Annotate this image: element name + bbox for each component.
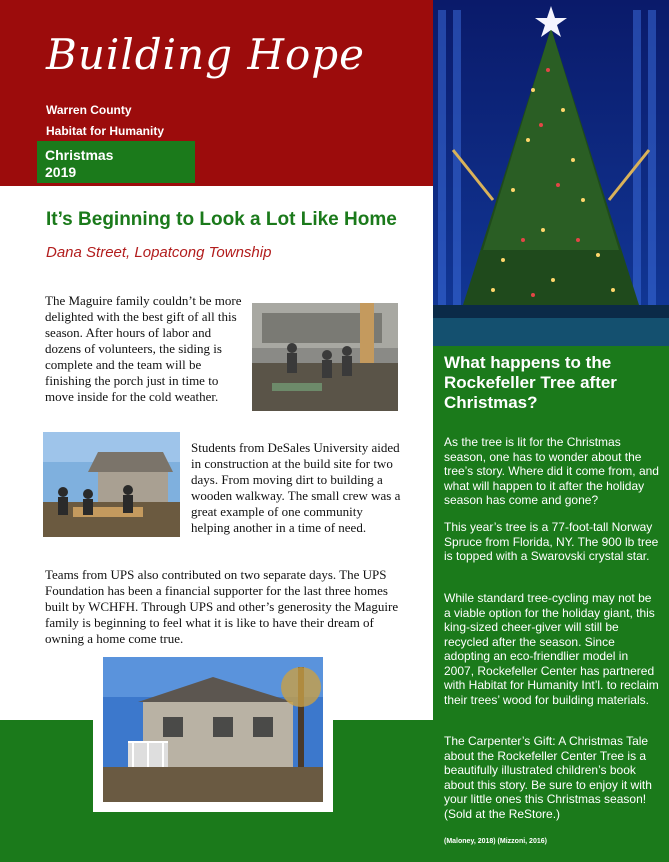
org-name-line2: Habitat for Humanity [46,124,165,138]
article-paragraph: Students from DeSales University aided in construction at the build site for two days. From moving dirt to building a wooden walkway. The small crew was a great example of one community helping another in a time of need. [191,440,401,535]
sidebar-paragraph: The Carpenter’s Gift: A Christmas Tale about the Rockefeller Center Tree is a beautifully illustrated children’s book about this story. Be sure to enjoy it with your little ones this Christmas season! (Sold at the ReStore.) [444,734,652,821]
article-paragraph: The Maguire family couldn’t be more delighted with the best gift of all this season. After hours of labor and dozens of volunteers, the siding is complete and the team will be finishing the porch just in time to move inside for the cold weather. [45,293,242,404]
sidebar-paragraph: This year’s tree is a 77-foot-tall Norway Spruce from Florida, NY. The 900 lb tree is topped with a Swarovski crystal star. [444,520,659,563]
issue-year: 2019 [45,164,77,180]
house-photo [103,657,323,802]
article-title: It’s Beginning to Look a Lot Like Home [46,209,397,230]
sidebar-heading: What happens to the Rockefeller Tree after Christmas? [444,353,617,412]
newsletter-title: Building Hope [46,30,366,79]
org-name-line1: Warren County [46,103,132,117]
volunteers-photo [252,303,398,411]
students-photo [43,432,180,537]
article-subtitle: Dana Street, Lopatcong Township [46,244,272,261]
issue-season: Christmas [45,147,114,163]
sidebar-citation: (Maloney, 2018) (Mizzoni, 2016) [444,838,547,845]
sidebar-paragraph: While standard tree-cycling may not be a viable option for the holiday giant, this king-sized cheer-giver will still be recycled after the season. Since adopting an eco-friendlier model in 2007, Rockefeller Center has partnered with Habitat for Humanity Int’l. to reclaim their trees’ wood for building materials. [444,591,659,707]
rockefeller-tree-photo [433,0,669,346]
article-paragraph: Teams from UPS also contributed on two separate days. The UPS Foundation has been a financial supporter for the last three homes built by WCHFH. Through UPS and other’s generosity the Maguire family is beginning to feel what it is like to have their dream of owning a home come true. [45,567,399,646]
sidebar-paragraph: As the tree is lit for the Christmas season, one has to wonder about the tree’s story. Where did it come from, and what will happen to it after the holiday season has come and gone? [444,435,659,507]
